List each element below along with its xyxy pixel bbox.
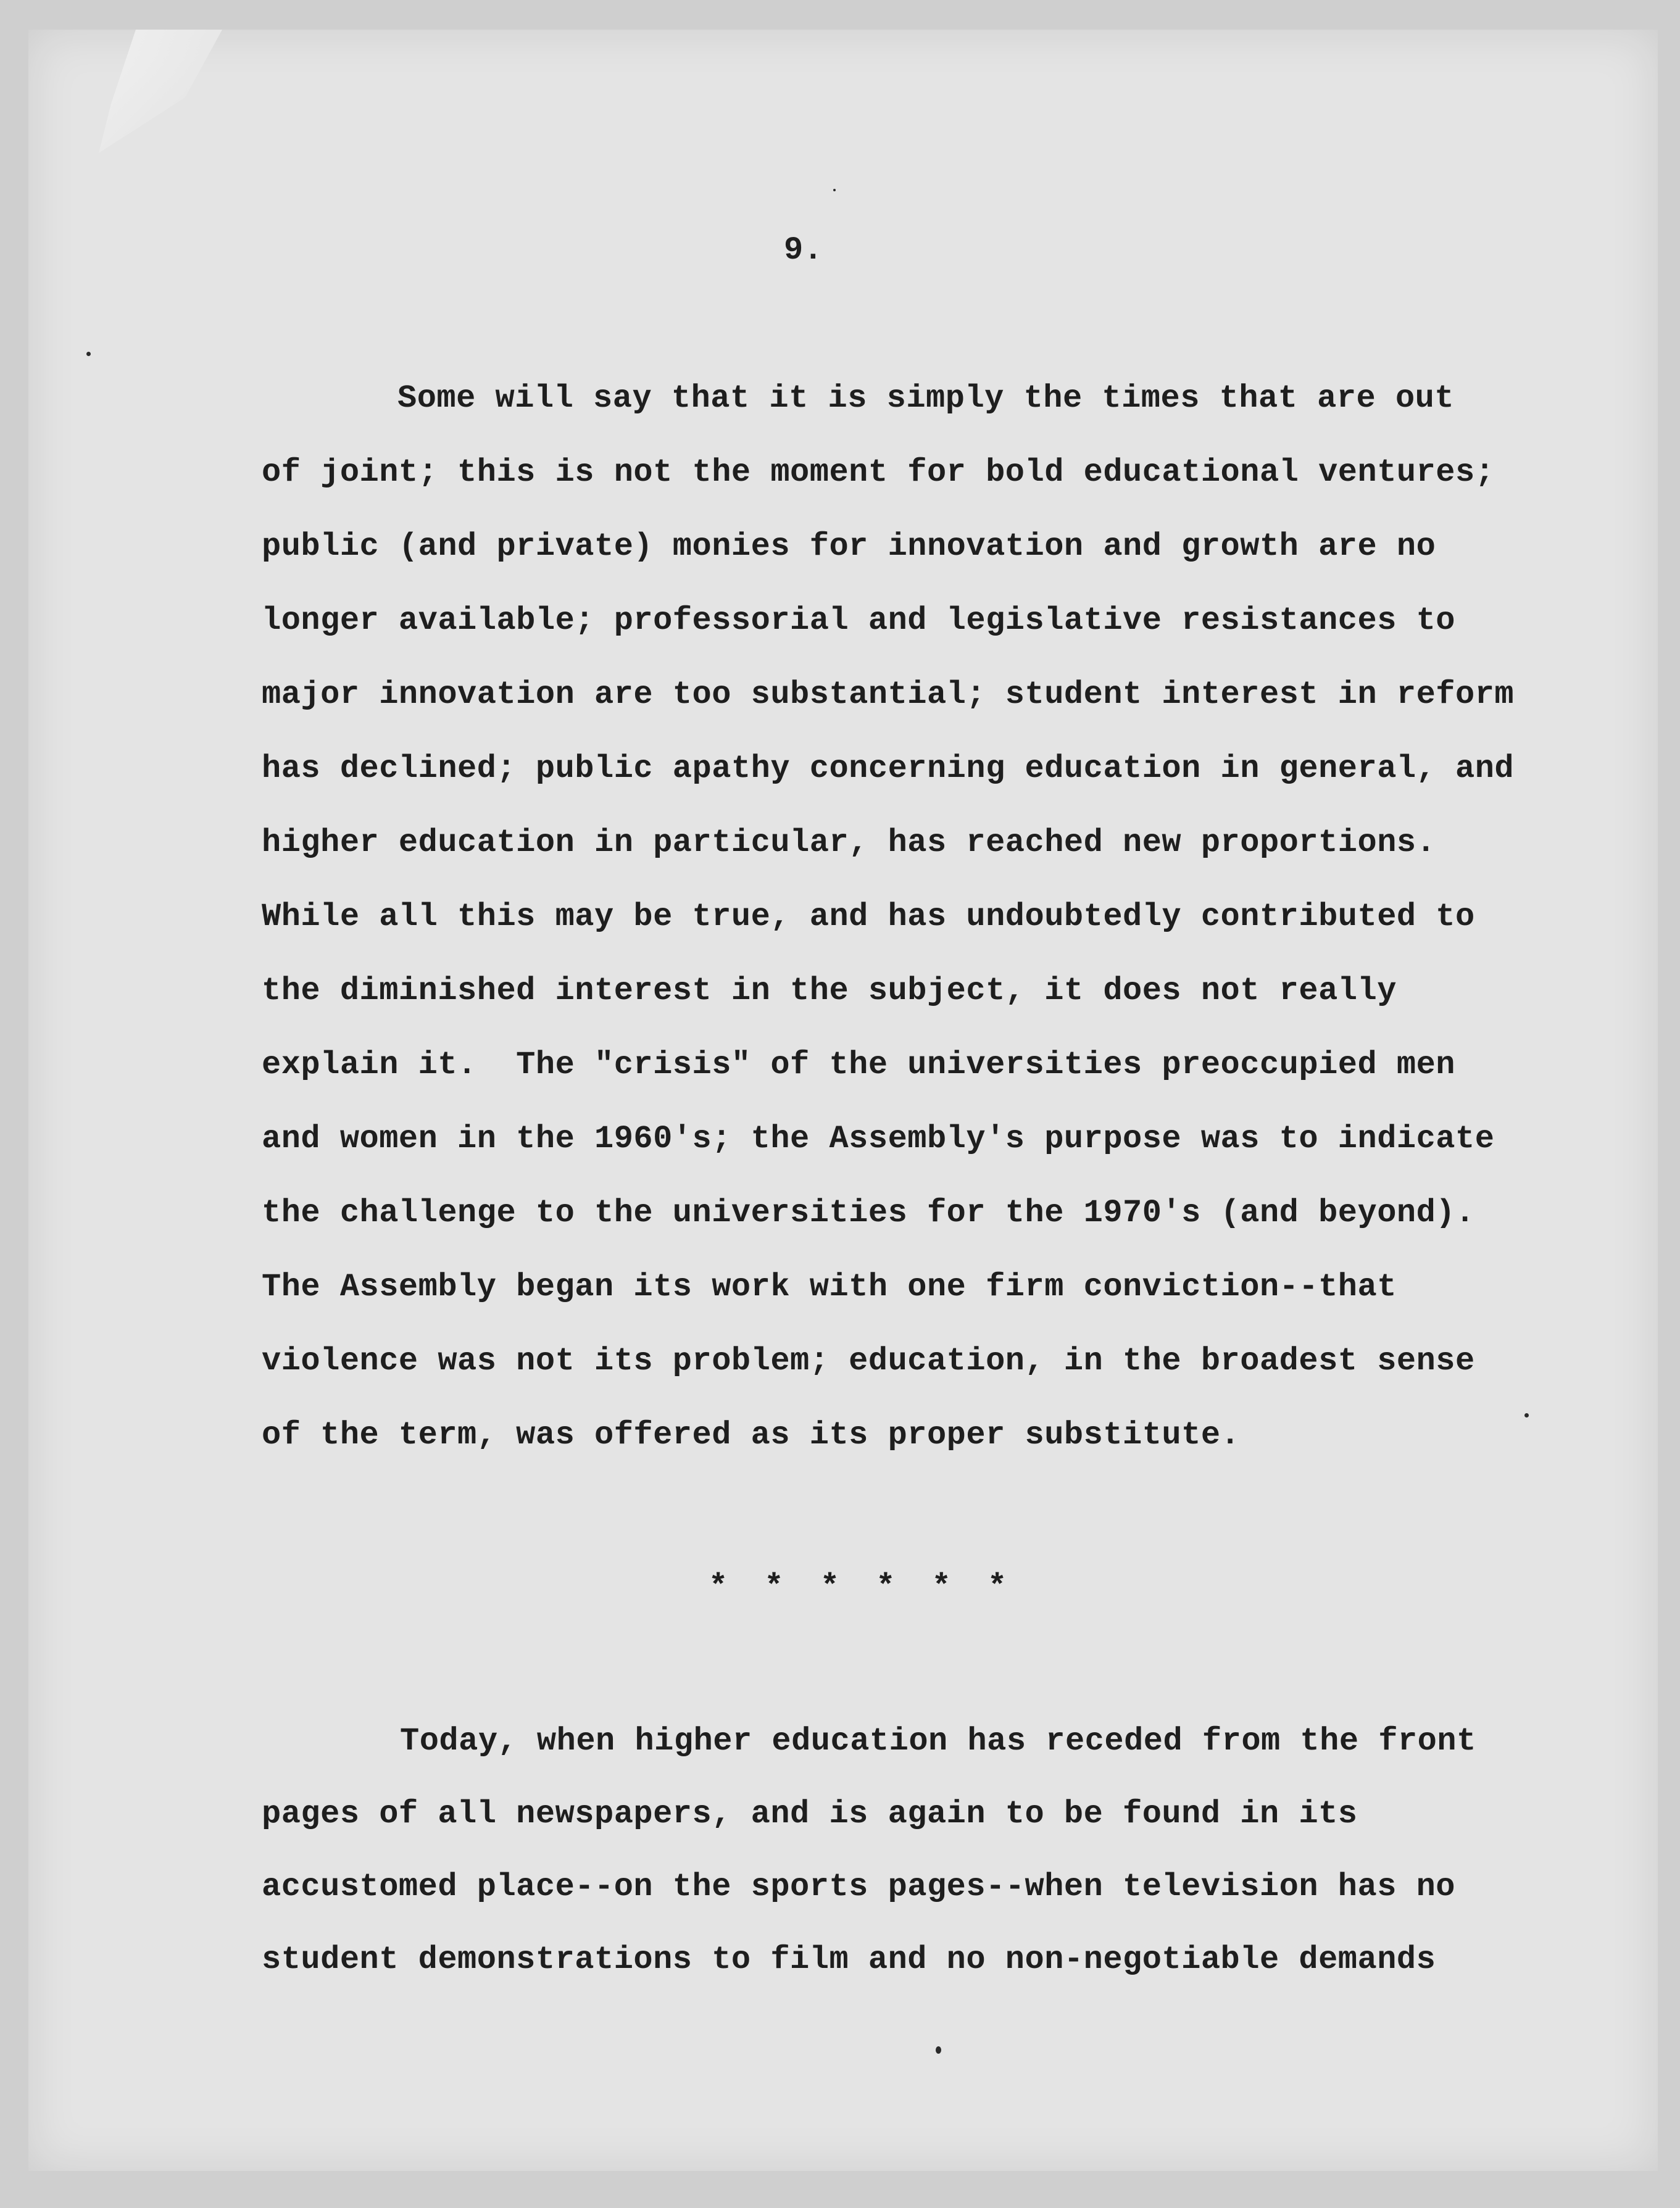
paragraph-1-line-11: and women in the 1960's; the Assembly's purpose was to indicate — [262, 1121, 1495, 1157]
paragraph-1-line-13: The Assembly began its work with one firm conviction--that — [262, 1269, 1397, 1305]
paragraph-1-line-1: Some will say that it is simply the times that are out — [397, 380, 1455, 417]
paper-sheet — [28, 30, 1658, 2171]
paragraph-1-line-3: public (and private) monies for innovation and growth are no — [262, 528, 1436, 565]
paper-speck — [86, 352, 91, 356]
paragraph-2-line-4: student demonstrations to film and no non-negotiable demands — [262, 1941, 1436, 1978]
page-number: 9. — [784, 232, 823, 268]
paragraph-2-line-1: Today, when higher education has receded from the front — [400, 1723, 1476, 1759]
paragraph-1-line-8: While all this may be true, and has undoubtedly contributed to — [262, 899, 1475, 935]
paragraph-1-line-10: explain it. The "crisis" of the universities preoccupied men — [262, 1047, 1456, 1083]
paragraph-2-line-2: pages of all newspapers, and is again to be found in its — [262, 1796, 1358, 1832]
paragraph-1-line-4: longer available; professorial and legislative resistances to — [262, 602, 1456, 639]
paragraph-1-line-15: of the term, was offered as its proper substitute. — [262, 1417, 1241, 1453]
paragraph-1-line-2: of joint; this is not the moment for bold educational ventures; — [262, 454, 1495, 491]
paragraph-1-line-9: the diminished interest in the subject, it does not really — [262, 973, 1397, 1009]
paragraph-2-line-3: accustomed place--on the sports pages--when television has no — [262, 1869, 1456, 1905]
paragraph-1-line-5: major innovation are too substantial; student interest in reform — [262, 676, 1515, 713]
section-separator: * * * * * * — [709, 1569, 1016, 1605]
paragraph-1-line-7: higher education in particular, has reached new proportions. — [262, 824, 1436, 861]
paper-speck — [1524, 1413, 1529, 1417]
paper-speck — [833, 189, 836, 191]
paragraph-1-line-6: has declined; public apathy concerning education in general, and — [262, 750, 1515, 787]
paragraph-1-line-14: violence was not its problem; education, in the broadest sense — [262, 1343, 1475, 1379]
paper-speck — [936, 2046, 941, 2054]
paragraph-1-line-12: the challenge to the universities for the 1970's (and beyond). — [262, 1195, 1475, 1231]
